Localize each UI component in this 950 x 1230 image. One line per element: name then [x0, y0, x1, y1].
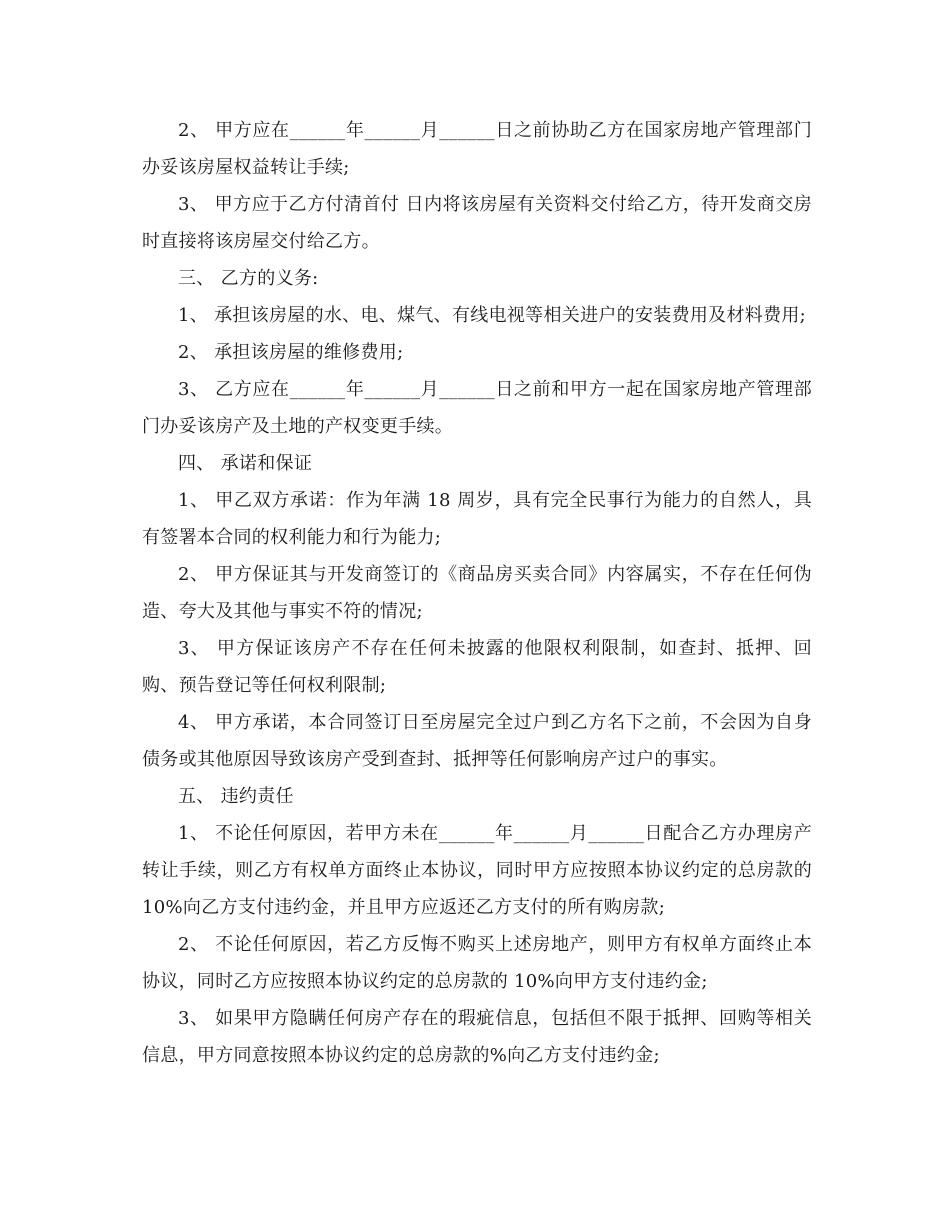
- clause-1-capacity: 1、 甲乙双方承诺：作为年满 18 周岁，具有完全民事行为能力的自然人，具有签署本合同的权利能力和行为能力;: [142, 490, 812, 548]
- section-heading-party-b-obligations: 三、 乙方的义务:: [178, 268, 319, 289]
- clause-1-party-a-breach: 1、 不论任何原因，若甲方未在______年______月______日配合乙方办理房产转让手续，则乙方有权单方面终止本协议，同时甲方应按照本协议约定的总房款的 10%向乙方支付违约金，并且甲方应返还乙方支付的所有购房款;: [142, 823, 812, 918]
- clause-2-completion-date: 2、 甲方应在______年______月______日之前协助乙方在国家房地产管理部门办妥该房屋权益转让手续;: [142, 120, 812, 178]
- clause-2-maintenance-costs: 2、 承担该房屋的维修费用;: [178, 342, 404, 363]
- clause-4-no-seizure: 4、 甲方承诺，本合同签订日至房屋完全过户到乙方名下之前，不会因为自身债务或其他原因导致该房产受到查封、抵押等任何影响房产过户的事实。: [142, 712, 812, 770]
- clause-2-contract-truth: 2、 甲方保证其与开发商签订的《商品房买卖合同》内容属实，不存在任何伪造、夸大及其他与事实不符的情况;: [142, 564, 812, 622]
- clause-3-title-transfer: 3、 乙方应在______年______月______日之前和甲方一起在国家房地产管理部门办妥该房产及土地的产权变更手续。: [142, 379, 812, 437]
- clause-3-documents-delivery: 3、 甲方应于乙方付清首付 日内将该房屋有关资料交付给乙方，待开发商交房时直接将该房屋交付给乙方。: [142, 194, 812, 252]
- section-heading-liability: 五、 违约责任: [178, 786, 294, 807]
- clause-3-no-restrictions: 3、 甲方保证该房产不存在任何未披露的他限权利限制，如查封、抵押、回购、预告登记等任何权利限制;: [142, 638, 812, 696]
- section-heading-commitments: 四、 承诺和保证: [178, 453, 313, 474]
- clause-3-concealed-defects: 3、 如果甲方隐瞒任何房产存在的瑕疵信息，包括但不限于抵押、回购等相关信息，甲方同意按照本协议约定的总房款的%向乙方支付违约金;: [142, 1008, 812, 1066]
- clause-1-installation-costs: 1、 承担该房屋的水、电、煤气、有线电视等相关进户的安装费用及材料费用;: [178, 305, 807, 326]
- clause-2-party-b-breach: 2、 不论任何原因，若乙方反悔不购买上述房地产，则甲方有权单方面终止本协议，同时乙方应按照本协议约定的总房款的 10%向甲方支付违约金;: [142, 934, 812, 992]
- contract-body: [142, 112, 812, 1074]
